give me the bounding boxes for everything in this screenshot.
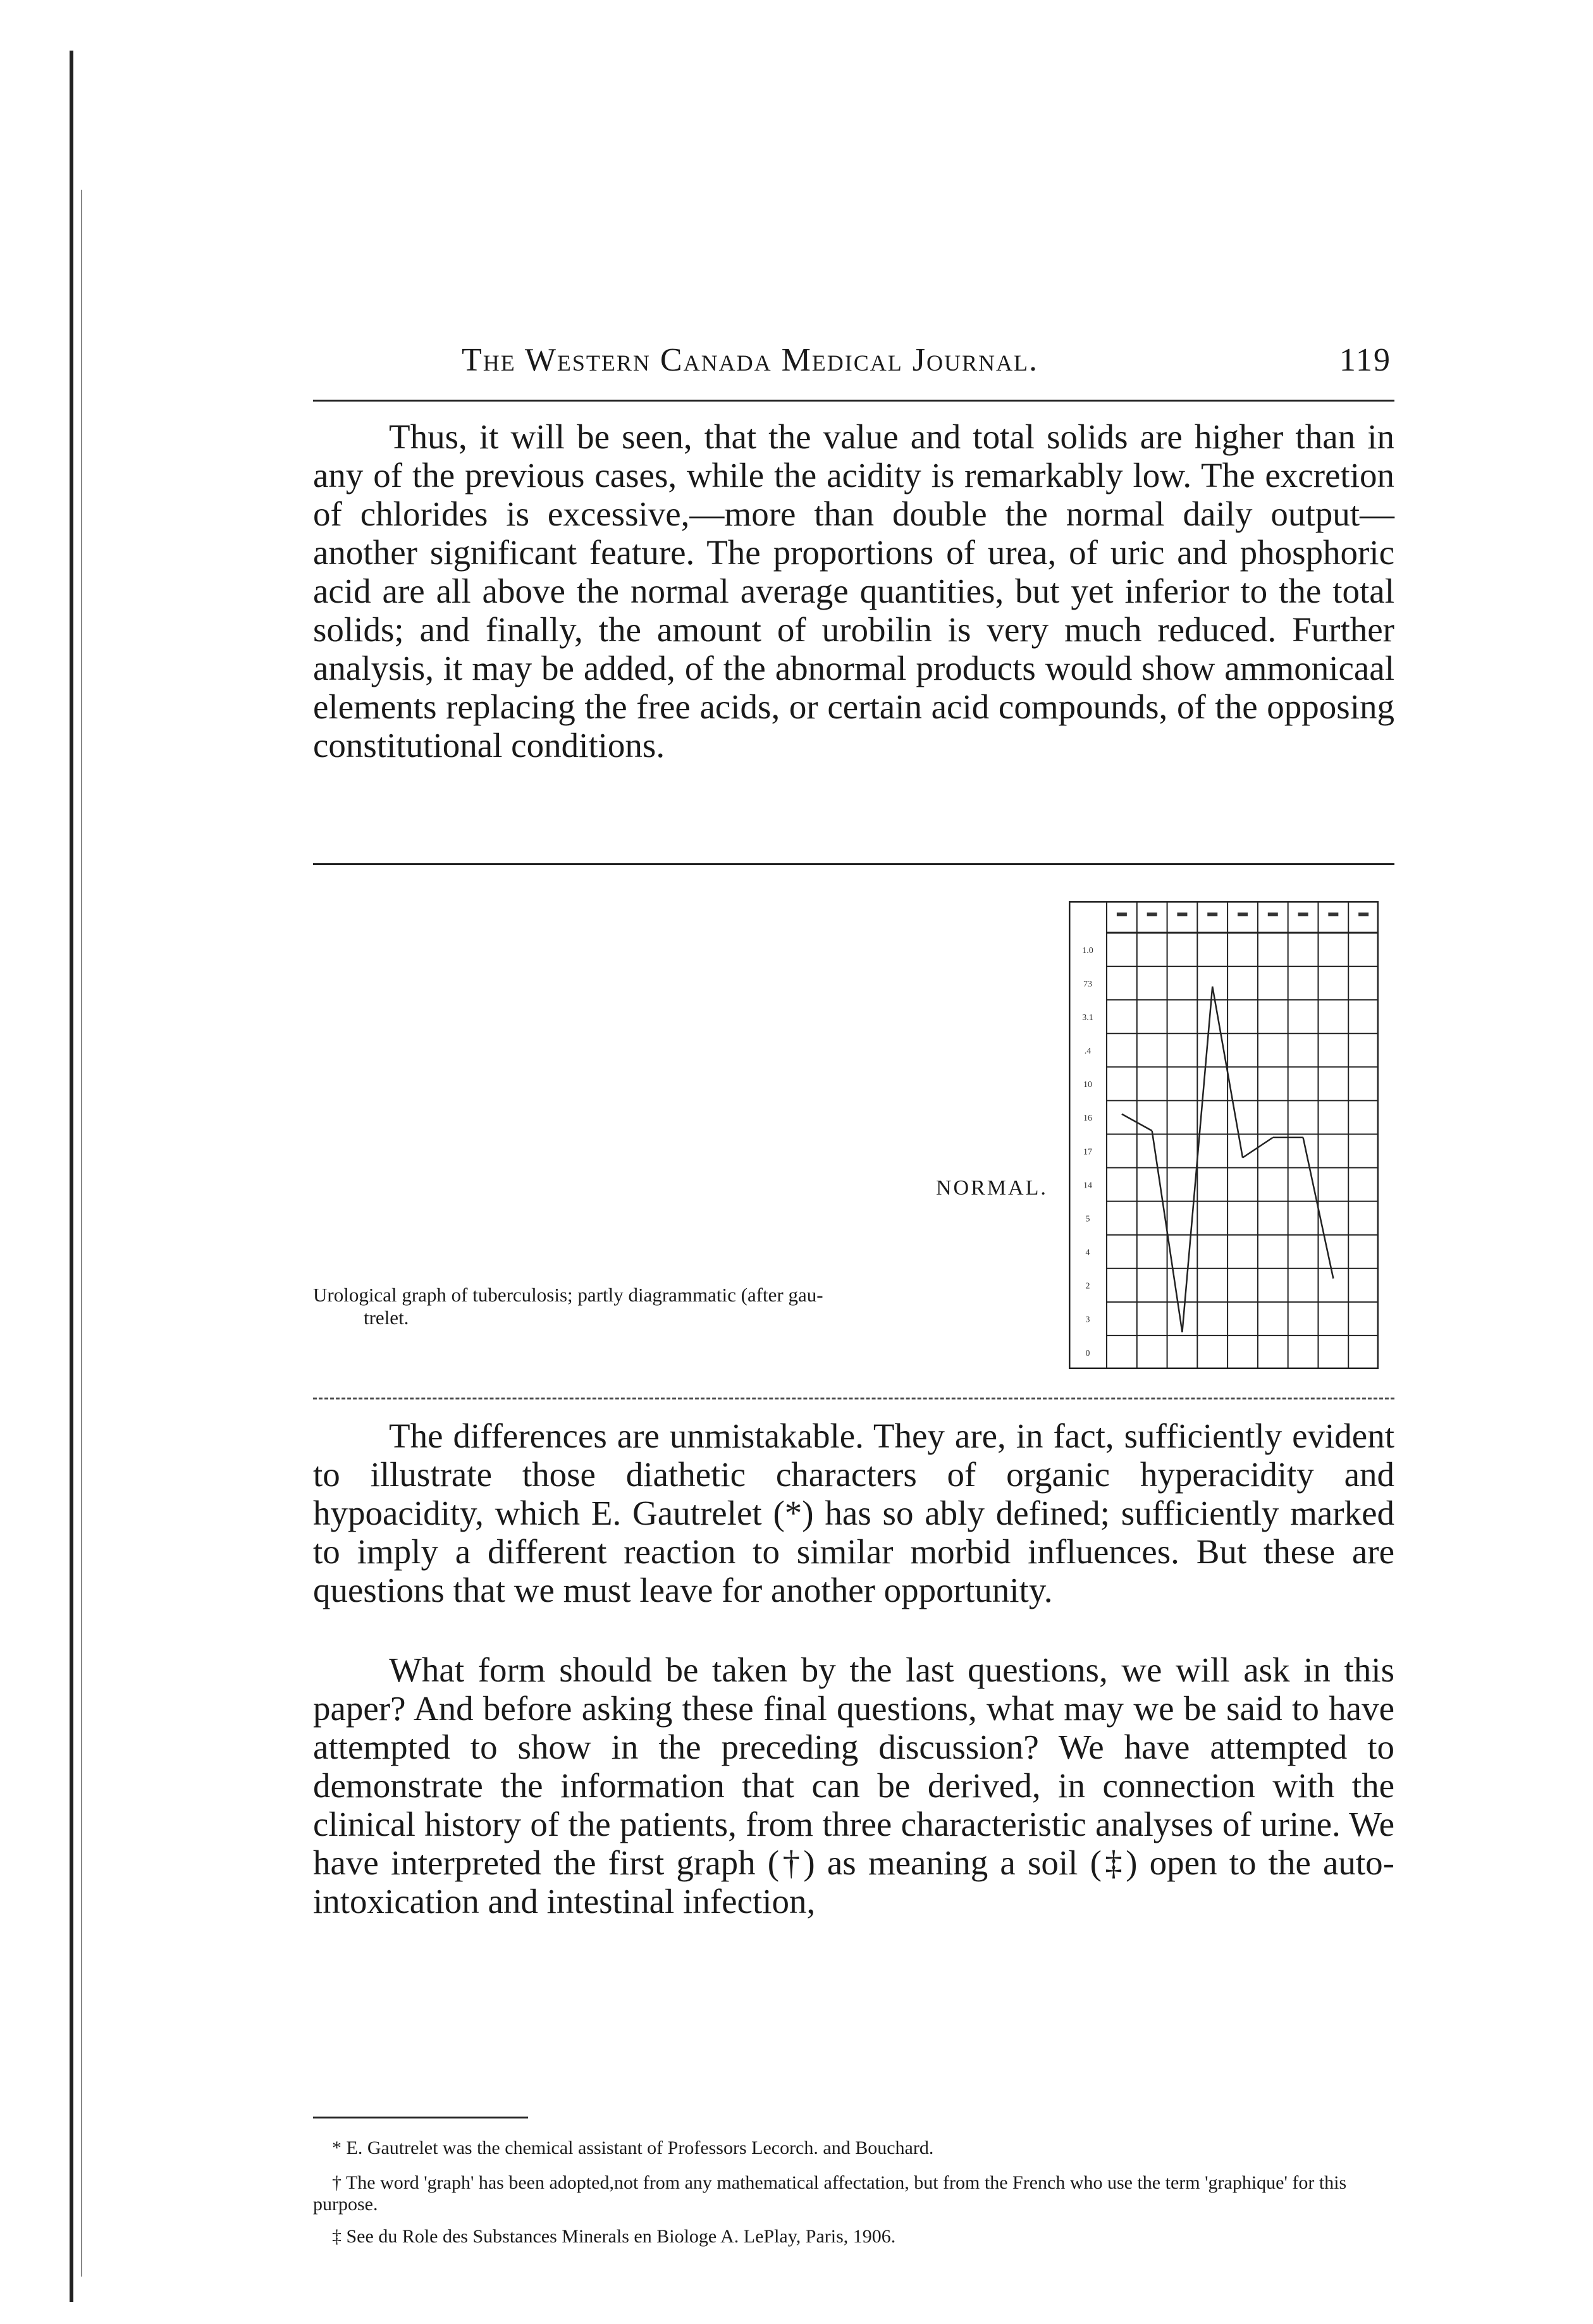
chart-header-mark-0 (1117, 913, 1127, 916)
chart-header-mark-6 (1298, 913, 1308, 916)
chart-y-tick-6: 17 (1083, 1147, 1092, 1157)
page-number: 119 (1339, 342, 1391, 378)
urological-graph (1069, 901, 1379, 1369)
caption-line-2: trelet. (364, 1306, 409, 1329)
chart-y-tick-0: 1.0 (1082, 945, 1093, 956)
paragraph-1: Thus, it will be seen, that the value and total solids are higher than in any of the previous cases, while the acidity is remarkably low. The excretion of chlorides is excessive,—more than double the normal daily output—another significant feature. The proportions of urea, of uric and phosphoric acid are all above the normal average quantities, but yet inferior to the total solids; and finally, the amount of urobilin is very much reduced. Further analysis, it may be added, of the abnormal products would show ammonicaal elements replacing the free acids, or certain acid compounds, of the opposing constitutional conditions. (313, 417, 1394, 765)
chart-y-tick-4: 10 (1083, 1080, 1092, 1090)
chart-y-tick-12: 0 (1085, 1348, 1090, 1358)
caption-line-1: Urological graph of tuberculosis; partly diagrammatic (after gau- (313, 1284, 823, 1306)
paragraph-3: What form should be taken by the last questions, we will ask in this paper? And before asking these final questions, what may we be said to have attempted to show in the preceding discussion? We have attempted to demonstrate the information that can be derived, in connection with the clinical history of the patients, from three characteristic analyses of urine. We have interpreted the first graph (†) as meaning a soil (‡) open to the auto-intoxication and intestinal infection, (313, 1651, 1394, 1921)
chart-header-mark-4 (1238, 913, 1248, 916)
footnote-3: ‡ See du Role des Substances Minerals en Biologe A. LePlay, Paris, 1906. (332, 2226, 896, 2247)
chart-header-mark-1 (1147, 913, 1157, 916)
chart-y-tick-5: 16 (1083, 1114, 1092, 1124)
chart-y-tick-10: 2 (1085, 1281, 1090, 1291)
header-rule (313, 400, 1394, 402)
chart-y-tick-8: 5 (1085, 1214, 1090, 1224)
chart-header-mark-8 (1358, 913, 1369, 916)
chart-header-mark-5 (1268, 913, 1278, 916)
chart-header-mark-2 (1177, 913, 1187, 916)
footnote-2: † The word 'graph' has been adopted,not from any mathematical affectation, but from the French who use the term 'graphique' for this purpose. (313, 2172, 1347, 2215)
figure-caption (313, 1284, 1040, 1329)
paragraph-2: The differences are unmistakable. They are, in fact, sufficiently evident to illustrate those diathetic characters of organic hyperacidity and hypoacidity, which E. Gautrelet (*) has so ably defined; sufficiently marked to imply a different reaction to similar morbid influences. But these are questions that we must leave for another opportunity. (313, 1417, 1394, 1609)
chart-y-tick-3: .4 (1084, 1047, 1092, 1057)
footnote-rule (313, 2117, 528, 2118)
chart-y-tick-7: 14 (1083, 1181, 1092, 1191)
chart-y-tick-11: 3 (1085, 1315, 1090, 1325)
figure-bottom-rule (313, 1398, 1394, 1399)
figure-top-rule (313, 863, 1394, 865)
chart-frame (1069, 902, 1378, 1368)
chart-header-mark-3 (1207, 913, 1217, 916)
chart-y-tick-2: 3.1 (1082, 1013, 1093, 1023)
chart-header-mark-7 (1328, 913, 1338, 916)
normal-label: NORMAL. (936, 1176, 1048, 1200)
running-header (316, 341, 1391, 386)
binding-shadow (81, 190, 82, 2277)
chart-y-tick-1: 73 (1083, 979, 1092, 989)
binding-edge (70, 51, 73, 2302)
journal-title: The Western Canada Medical Journal. (462, 342, 1039, 378)
chart-y-tick-9: 4 (1085, 1248, 1090, 1258)
footnote-1: * E. Gautrelet was the chemical assistant of Professors Lecorch. and Bouchard. (332, 2137, 934, 2158)
